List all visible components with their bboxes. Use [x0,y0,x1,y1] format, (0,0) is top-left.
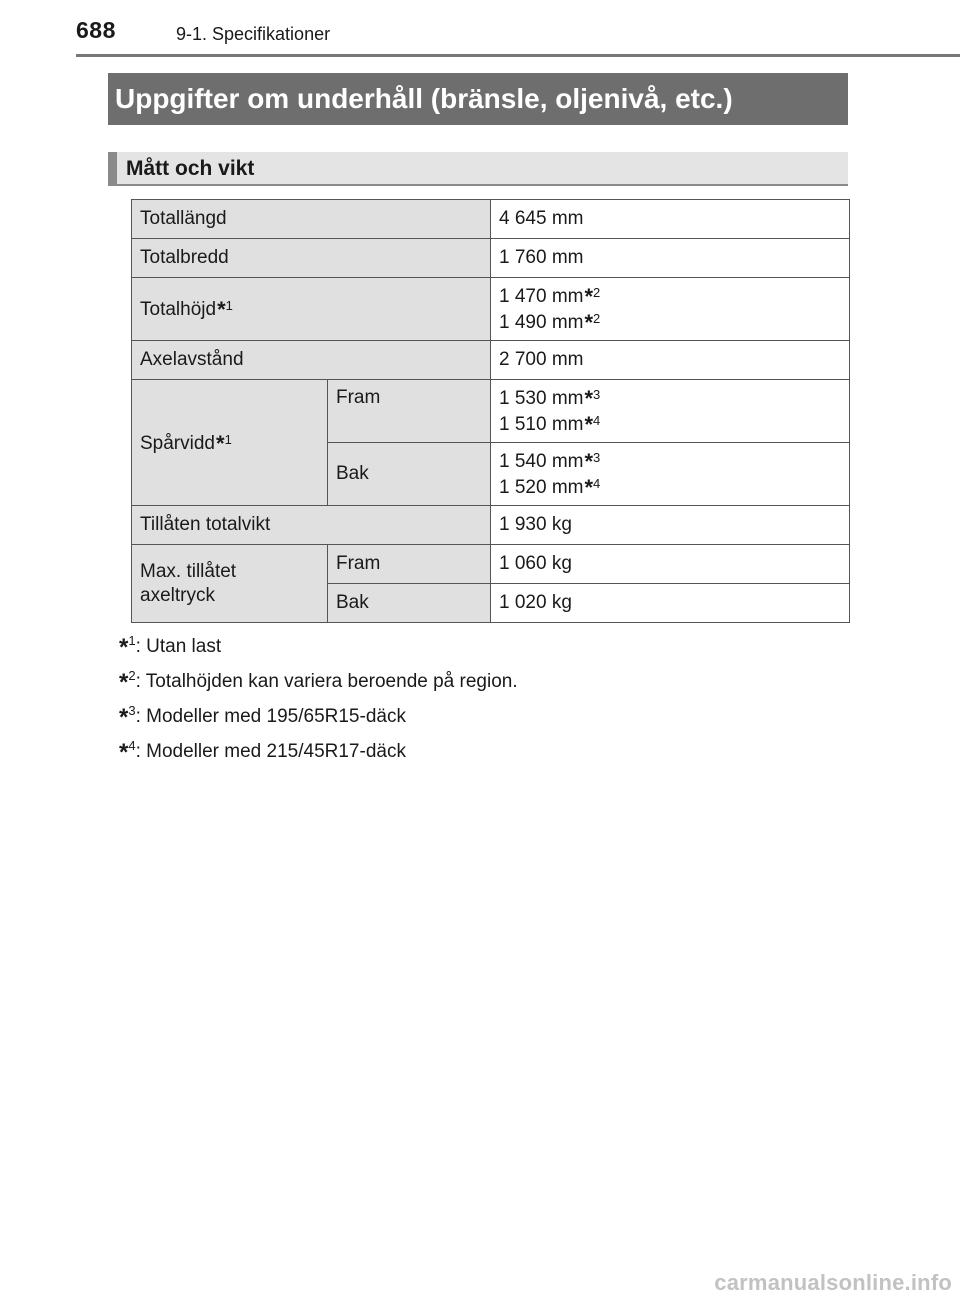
cell-sublabel [328,380,491,443]
footnote-number: 3 [128,703,136,718]
label-text: Totalhöjd [140,299,217,320]
footnote-star: * [119,704,129,731]
value-text: 2 700 mm [499,349,584,370]
footnote-3 [119,700,518,735]
footnote-star: * [217,297,226,322]
footnote-star: * [119,634,129,661]
page-number: 688 [76,17,116,43]
watermark: carmanualsonline.info [714,1270,952,1295]
cell-value [491,200,850,239]
value-line [499,283,841,309]
footnote-2 [119,665,518,700]
cell-sublabel [328,584,491,623]
value-text: 4 645 mm [499,208,584,229]
footnote-ref: 2 [593,311,601,326]
footnote-ref: 4 [593,476,601,491]
label-text: axeltryck [140,584,215,606]
page-title: Uppgifter om underhåll (bränsle, oljenivå, etc.) [108,73,848,125]
cell-label [132,506,491,545]
footnote-ref: 2 [593,285,601,300]
cell-value [491,584,850,623]
label-text: Bak [336,592,369,613]
footnote-ref: 1 [225,298,233,313]
value-text: 1 930 kg [499,514,572,535]
footnote-star: * [584,412,594,437]
footnote-number: 4 [128,738,136,753]
label-text: Tillåten totalvikt [140,514,271,535]
label-text: Fram [336,387,381,408]
footnote-ref: 1 [224,431,232,447]
footnote-ref: 4 [593,413,601,428]
footnote-star: * [584,386,594,411]
footnote-number: 1 [128,633,136,648]
value-text: 1 060 kg [499,553,572,574]
cell-value [491,341,850,380]
value-text: 1 540 mm [499,451,584,472]
table-row [132,278,850,341]
cell-sublabel [328,545,491,584]
value-line [499,474,841,500]
cell-value [491,239,850,278]
label-text: Totalbredd [140,247,229,268]
footnote-text: : Modeller med 215/45R17-däck [135,741,406,762]
cell-label [132,380,328,506]
footnote-star: * [584,475,594,500]
label-text: Axelavstånd [140,349,244,370]
footnote-ref: 3 [593,387,601,402]
footnote-star: * [584,284,594,309]
table-row [132,506,850,545]
section-ref: 9-1. Specifikationer [176,24,331,44]
footnote-number: 2 [128,668,136,683]
footnote-star: * [119,739,129,766]
value-text: 1 520 mm [499,477,584,498]
spec-table [131,199,850,623]
cell-label [132,278,491,341]
label-text: Max. tillåtet [140,560,237,582]
value-text: 1 490 mm [499,312,584,333]
footnote-4 [119,735,518,770]
table-row [132,341,850,380]
footnote-star: * [216,430,225,456]
label-text: Totallängd [140,208,227,229]
table-row [132,380,850,443]
value-line [499,309,841,335]
label-text: Bak [336,463,369,484]
cell-value [491,278,850,341]
footnote-text: : Totalhöjden kan variera beroende på region. [135,671,518,692]
footnotes [119,630,518,770]
value-line [499,411,841,437]
cell-value [491,545,850,584]
label-text: Fram [336,553,381,574]
value-text: 1 470 mm [499,286,584,307]
table-row [132,200,850,239]
cell-value [491,380,850,443]
value-text: 1 760 mm [499,247,584,268]
footnote-text: : Modeller med 195/65R15-däck [135,706,406,727]
table-row [132,545,850,584]
cell-label [132,200,491,239]
table-row [132,239,850,278]
footnote-text: : Utan last [135,636,222,657]
footnote-star: * [584,310,594,335]
value-line [499,385,841,411]
value-text: 1 020 kg [499,592,572,613]
header-rule [76,54,960,57]
label-text: Spårvidd [140,432,215,454]
footnote-star: * [119,669,129,696]
footnote-ref: 3 [593,450,601,465]
subsection-heading: Mått och vikt [108,152,848,186]
cell-label [132,239,491,278]
cell-label [132,341,491,380]
value-text: 1 530 mm [499,388,584,409]
cell-value [491,506,850,545]
value-text: 1 510 mm [499,414,584,435]
cell-value [491,443,850,506]
cell-label [132,545,328,623]
footnote-star: * [584,449,594,474]
value-line [499,448,841,474]
footnote-1 [119,630,518,665]
cell-sublabel [328,443,491,506]
